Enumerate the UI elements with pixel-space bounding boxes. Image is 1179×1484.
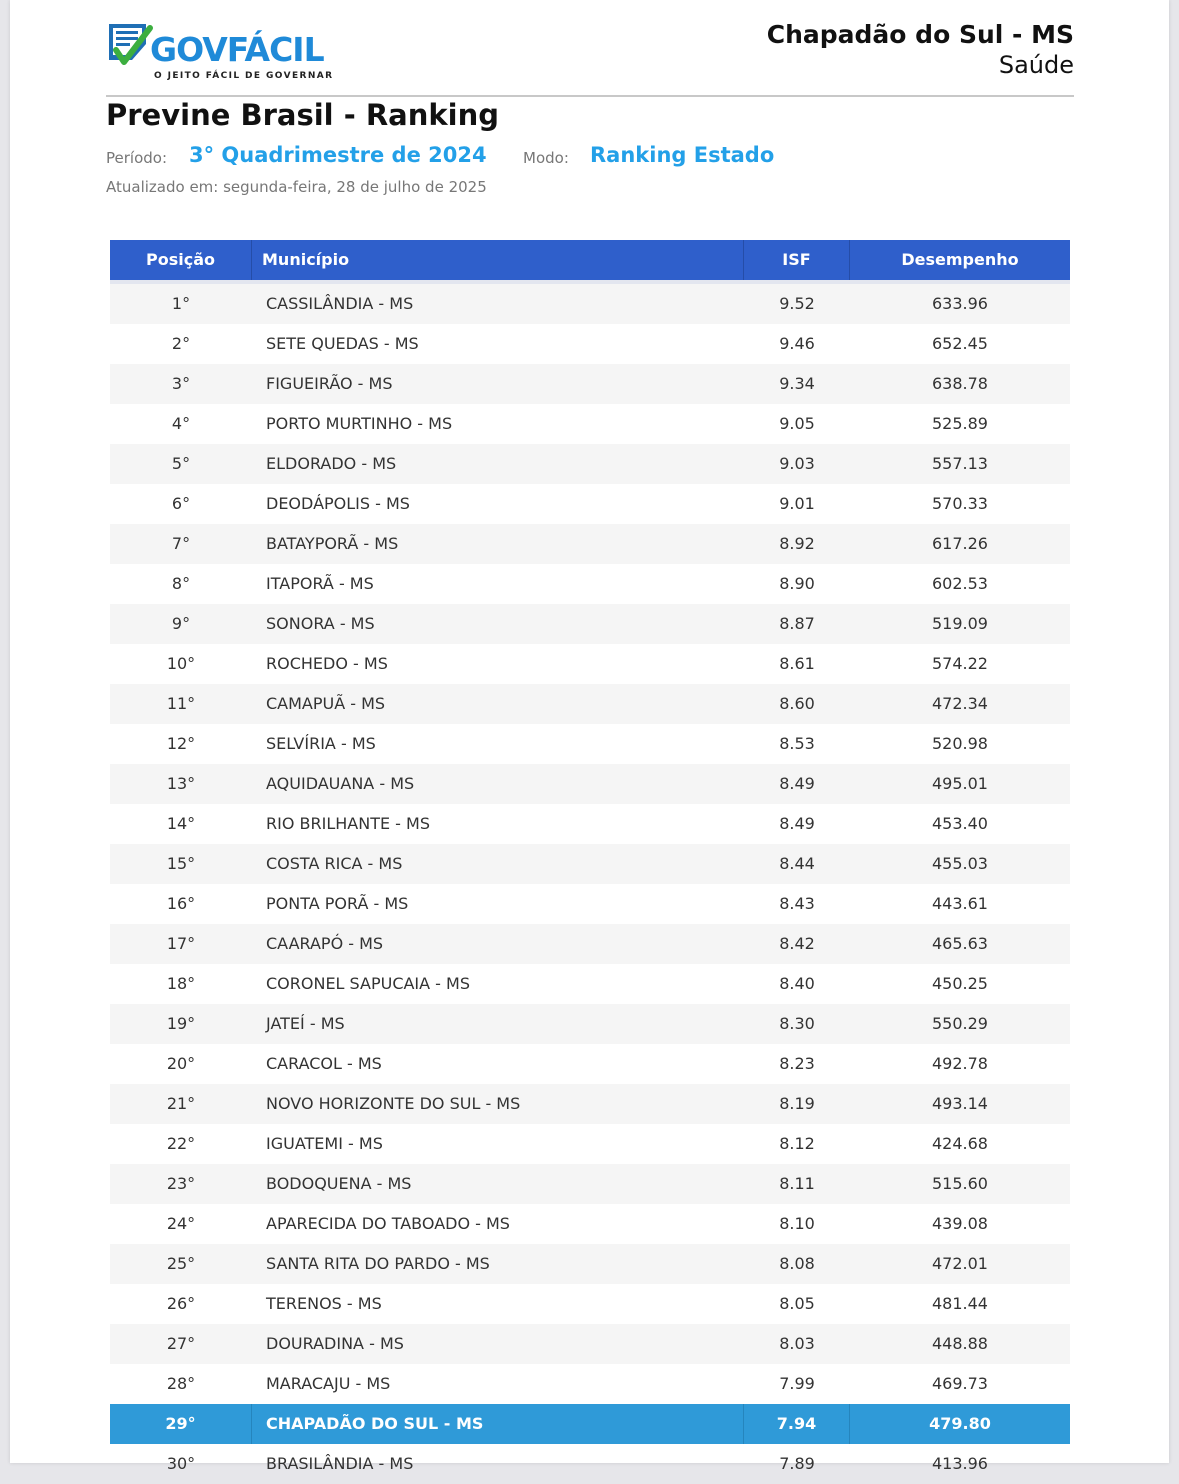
table-row bbox=[110, 644, 1070, 684]
report-page bbox=[10, 0, 1169, 1473]
table-row bbox=[110, 684, 1070, 724]
cell-municipality: FIGUEIRÃO - MS bbox=[266, 374, 393, 393]
table-row bbox=[110, 964, 1070, 1004]
cell-position: 16° bbox=[166, 894, 196, 913]
cell-isf: 8.44 bbox=[779, 854, 815, 873]
report-title: Previne Brasil - Ranking bbox=[106, 98, 500, 132]
cell-isf: 9.01 bbox=[779, 494, 815, 513]
cell-performance: 574.22 bbox=[932, 654, 988, 673]
cell-performance: 519.09 bbox=[932, 614, 988, 633]
cell-position: 25° bbox=[166, 1254, 196, 1273]
cell-isf: 9.52 bbox=[779, 294, 815, 313]
cell-municipality: SELVÍRIA - MS bbox=[266, 734, 376, 753]
cell-position: 19° bbox=[166, 1014, 196, 1033]
table-row bbox=[110, 884, 1070, 924]
cell-performance: 515.60 bbox=[932, 1174, 988, 1193]
cell-isf: 8.43 bbox=[779, 894, 815, 913]
cell-performance: 633.96 bbox=[932, 294, 988, 313]
cell-isf: 7.94 bbox=[744, 1404, 850, 1444]
column-header-municipality: Município bbox=[252, 240, 744, 280]
cell-isf: 9.05 bbox=[779, 414, 815, 433]
cell-performance: 465.63 bbox=[932, 934, 988, 953]
cell-isf: 7.99 bbox=[779, 1374, 815, 1393]
table-row bbox=[110, 1324, 1070, 1364]
table-row bbox=[110, 924, 1070, 964]
cell-isf: 8.42 bbox=[779, 934, 815, 953]
cell-performance: 481.44 bbox=[932, 1294, 988, 1313]
table-row bbox=[110, 1004, 1070, 1044]
cell-position: 1° bbox=[171, 294, 191, 313]
cell-performance: 455.03 bbox=[932, 854, 988, 873]
cell-municipality: ITAPORÃ - MS bbox=[266, 574, 374, 593]
cell-performance: 450.25 bbox=[932, 974, 988, 993]
cell-position: 21° bbox=[166, 1094, 196, 1113]
table-row bbox=[110, 1164, 1070, 1204]
cell-municipality: CAARAPÓ - MS bbox=[266, 934, 384, 953]
cell-municipality: MARACAJU - MS bbox=[266, 1374, 391, 1393]
cell-municipality: ROCHEDO - MS bbox=[266, 654, 388, 673]
table-row bbox=[110, 364, 1070, 404]
cell-municipality: CAMAPUÃ - MS bbox=[266, 694, 386, 713]
cell-performance: 424.68 bbox=[932, 1134, 988, 1153]
column-header-position: Posição bbox=[110, 240, 252, 280]
cell-municipality: CARACOL - MS bbox=[266, 1054, 382, 1073]
cell-performance: 525.89 bbox=[932, 414, 988, 433]
cell-isf: 8.53 bbox=[779, 734, 815, 753]
period-label: Período: bbox=[106, 149, 168, 167]
cell-performance: 443.61 bbox=[932, 894, 988, 913]
updated-date: Atualizado em: segunda-feira, 28 de julho de 2025 bbox=[106, 178, 487, 196]
cell-performance: 493.14 bbox=[932, 1094, 988, 1113]
table-body bbox=[110, 284, 1070, 1484]
cell-performance: 472.34 bbox=[932, 694, 988, 713]
cell-isf: 8.23 bbox=[779, 1054, 815, 1073]
cell-position: 7° bbox=[171, 534, 191, 553]
report-header bbox=[106, 18, 1074, 97]
cell-isf: 8.03 bbox=[779, 1334, 815, 1353]
cell-municipality: DOURADINA - MS bbox=[266, 1334, 404, 1353]
cell-performance: 520.98 bbox=[932, 734, 988, 753]
table-row bbox=[110, 564, 1070, 604]
table-row bbox=[110, 1404, 1070, 1444]
logo-slogan: O JEITO FÁCIL DE GOVERNAR bbox=[154, 71, 334, 81]
table-row bbox=[110, 284, 1070, 324]
cell-isf: 9.46 bbox=[779, 334, 815, 353]
column-header-performance: Desempenho bbox=[901, 250, 1019, 269]
cell-performance: 652.45 bbox=[932, 334, 988, 353]
cell-position: 10° bbox=[166, 654, 196, 673]
table-row bbox=[110, 484, 1070, 524]
table-row bbox=[110, 1084, 1070, 1124]
cell-performance: 550.29 bbox=[932, 1014, 988, 1033]
cell-isf: 8.49 bbox=[779, 774, 815, 793]
table-row bbox=[110, 1244, 1070, 1284]
cell-position: 6° bbox=[171, 494, 191, 513]
cell-performance: 557.13 bbox=[932, 454, 988, 473]
cell-isf: 8.05 bbox=[779, 1294, 815, 1313]
cell-municipality: SONORA - MS bbox=[266, 614, 375, 633]
table-row bbox=[110, 1444, 1070, 1484]
cell-isf: 8.19 bbox=[779, 1094, 815, 1113]
cell-municipality: SANTA RITA DO PARDO - MS bbox=[266, 1254, 490, 1273]
cell-performance: 413.96 bbox=[932, 1454, 988, 1473]
cell-performance: 617.26 bbox=[932, 534, 988, 553]
cell-isf: 8.60 bbox=[779, 694, 815, 713]
cell-isf: 9.34 bbox=[779, 374, 815, 393]
period-value: 3° Quadrimestre de 2024 bbox=[189, 143, 487, 167]
cell-isf: 8.40 bbox=[779, 974, 815, 993]
cell-performance: 638.78 bbox=[932, 374, 988, 393]
cell-municipality: RIO BRILHANTE - MS bbox=[266, 814, 430, 833]
column-header-isf: ISF bbox=[744, 240, 850, 280]
cell-municipality: BRASILÂNDIA - MS bbox=[266, 1454, 414, 1473]
table-row bbox=[110, 324, 1070, 364]
cell-position: 3° bbox=[171, 374, 191, 393]
cell-municipality: NOVO HORIZONTE DO SUL - MS bbox=[266, 1094, 521, 1113]
mode-label: Modo: bbox=[523, 149, 569, 167]
cell-position: 8° bbox=[171, 574, 191, 593]
cell-municipality: CHAPADÃO DO SUL - MS bbox=[252, 1404, 744, 1444]
cell-position: 18° bbox=[166, 974, 196, 993]
cell-performance: 602.53 bbox=[932, 574, 988, 593]
organization-name: Chapadão do Sul - MS bbox=[766, 20, 1074, 49]
cell-municipality: APARECIDA DO TABOADO - MS bbox=[266, 1214, 510, 1233]
cell-municipality: DEODÁPOLIS - MS bbox=[266, 494, 410, 513]
ranking-table bbox=[110, 240, 1070, 1484]
cell-isf: 8.92 bbox=[779, 534, 815, 553]
table-row bbox=[110, 404, 1070, 444]
cell-municipality: CORONEL SAPUCAIA - MS bbox=[266, 974, 470, 993]
cell-isf: 7.89 bbox=[779, 1454, 815, 1473]
table-header bbox=[110, 240, 1070, 284]
cell-municipality: JATEÍ - MS bbox=[266, 1014, 345, 1033]
cell-position: 12° bbox=[166, 734, 196, 753]
table-row bbox=[110, 1044, 1070, 1084]
table-row bbox=[110, 444, 1070, 484]
cell-isf: 9.03 bbox=[779, 454, 815, 473]
cell-isf: 8.90 bbox=[779, 574, 815, 593]
organization-sector: Saúde bbox=[998, 51, 1074, 79]
cell-position: 23° bbox=[166, 1174, 196, 1193]
cell-position: 15° bbox=[166, 854, 196, 873]
govfacil-logo bbox=[106, 20, 336, 86]
cell-municipality: BATAYPORÃ - MS bbox=[266, 534, 399, 553]
cell-position: 13° bbox=[166, 774, 196, 793]
cell-municipality: PORTO MURTINHO - MS bbox=[266, 414, 453, 433]
cell-performance: 469.73 bbox=[932, 1374, 988, 1393]
mode-value: Ranking Estado bbox=[590, 143, 775, 167]
table-row bbox=[110, 844, 1070, 884]
cell-position: 9° bbox=[171, 614, 191, 633]
table-row bbox=[110, 764, 1070, 804]
report-meta bbox=[106, 142, 1006, 172]
cell-position: 29° bbox=[110, 1404, 252, 1444]
table-row bbox=[110, 804, 1070, 844]
cell-municipality: SETE QUEDAS - MS bbox=[266, 334, 419, 353]
cell-position: 14° bbox=[166, 814, 196, 833]
cell-isf: 8.12 bbox=[779, 1134, 815, 1153]
table-row bbox=[110, 1124, 1070, 1164]
cell-position: 4° bbox=[171, 414, 191, 433]
cell-municipality: PONTA PORÃ - MS bbox=[266, 894, 409, 913]
cell-isf: 8.10 bbox=[779, 1214, 815, 1233]
cell-position: 28° bbox=[166, 1374, 196, 1393]
cell-municipality: IGUATEMI - MS bbox=[266, 1134, 383, 1153]
cell-isf: 8.11 bbox=[779, 1174, 815, 1193]
cell-municipality: TERENOS - MS bbox=[266, 1294, 382, 1313]
table-row bbox=[110, 724, 1070, 764]
cell-performance: 479.80 bbox=[929, 1414, 991, 1433]
cell-performance: 448.88 bbox=[932, 1334, 988, 1353]
cell-isf: 8.87 bbox=[779, 614, 815, 633]
organization-block bbox=[767, 20, 1074, 80]
cell-municipality: CASSILÂNDIA - MS bbox=[266, 294, 414, 313]
cell-municipality: ELDORADO - MS bbox=[266, 454, 397, 473]
table-row bbox=[110, 1284, 1070, 1324]
cell-position: 20° bbox=[166, 1054, 196, 1073]
cell-position: 17° bbox=[166, 934, 196, 953]
cell-performance: 439.08 bbox=[932, 1214, 988, 1233]
cell-isf: 8.61 bbox=[779, 654, 815, 673]
cell-position: 5° bbox=[171, 454, 191, 473]
cell-position: 24° bbox=[166, 1214, 196, 1233]
logo-wordmark: GOVFÁCIL bbox=[150, 30, 324, 69]
cell-position: 22° bbox=[166, 1134, 196, 1153]
cell-position: 27° bbox=[166, 1334, 196, 1353]
cell-isf: 8.08 bbox=[779, 1254, 815, 1273]
cell-municipality: AQUIDAUANA - MS bbox=[266, 774, 415, 793]
cell-isf: 8.49 bbox=[779, 814, 815, 833]
cell-position: 2° bbox=[171, 334, 191, 353]
cell-performance: 495.01 bbox=[932, 774, 988, 793]
cell-isf: 8.30 bbox=[779, 1014, 815, 1033]
table-row bbox=[110, 604, 1070, 644]
table-row bbox=[110, 524, 1070, 564]
table-row bbox=[110, 1364, 1070, 1404]
cell-performance: 472.01 bbox=[932, 1254, 988, 1273]
cell-performance: 492.78 bbox=[932, 1054, 988, 1073]
cell-position: 11° bbox=[166, 694, 196, 713]
cell-position: 30° bbox=[166, 1454, 196, 1473]
document-check-icon bbox=[106, 20, 154, 72]
table-row bbox=[110, 1204, 1070, 1244]
cell-performance: 570.33 bbox=[932, 494, 988, 513]
cell-municipality: BODOQUENA - MS bbox=[266, 1174, 412, 1193]
cell-municipality: COSTA RICA - MS bbox=[266, 854, 403, 873]
cell-performance: 453.40 bbox=[932, 814, 988, 833]
cell-position: 26° bbox=[166, 1294, 196, 1313]
